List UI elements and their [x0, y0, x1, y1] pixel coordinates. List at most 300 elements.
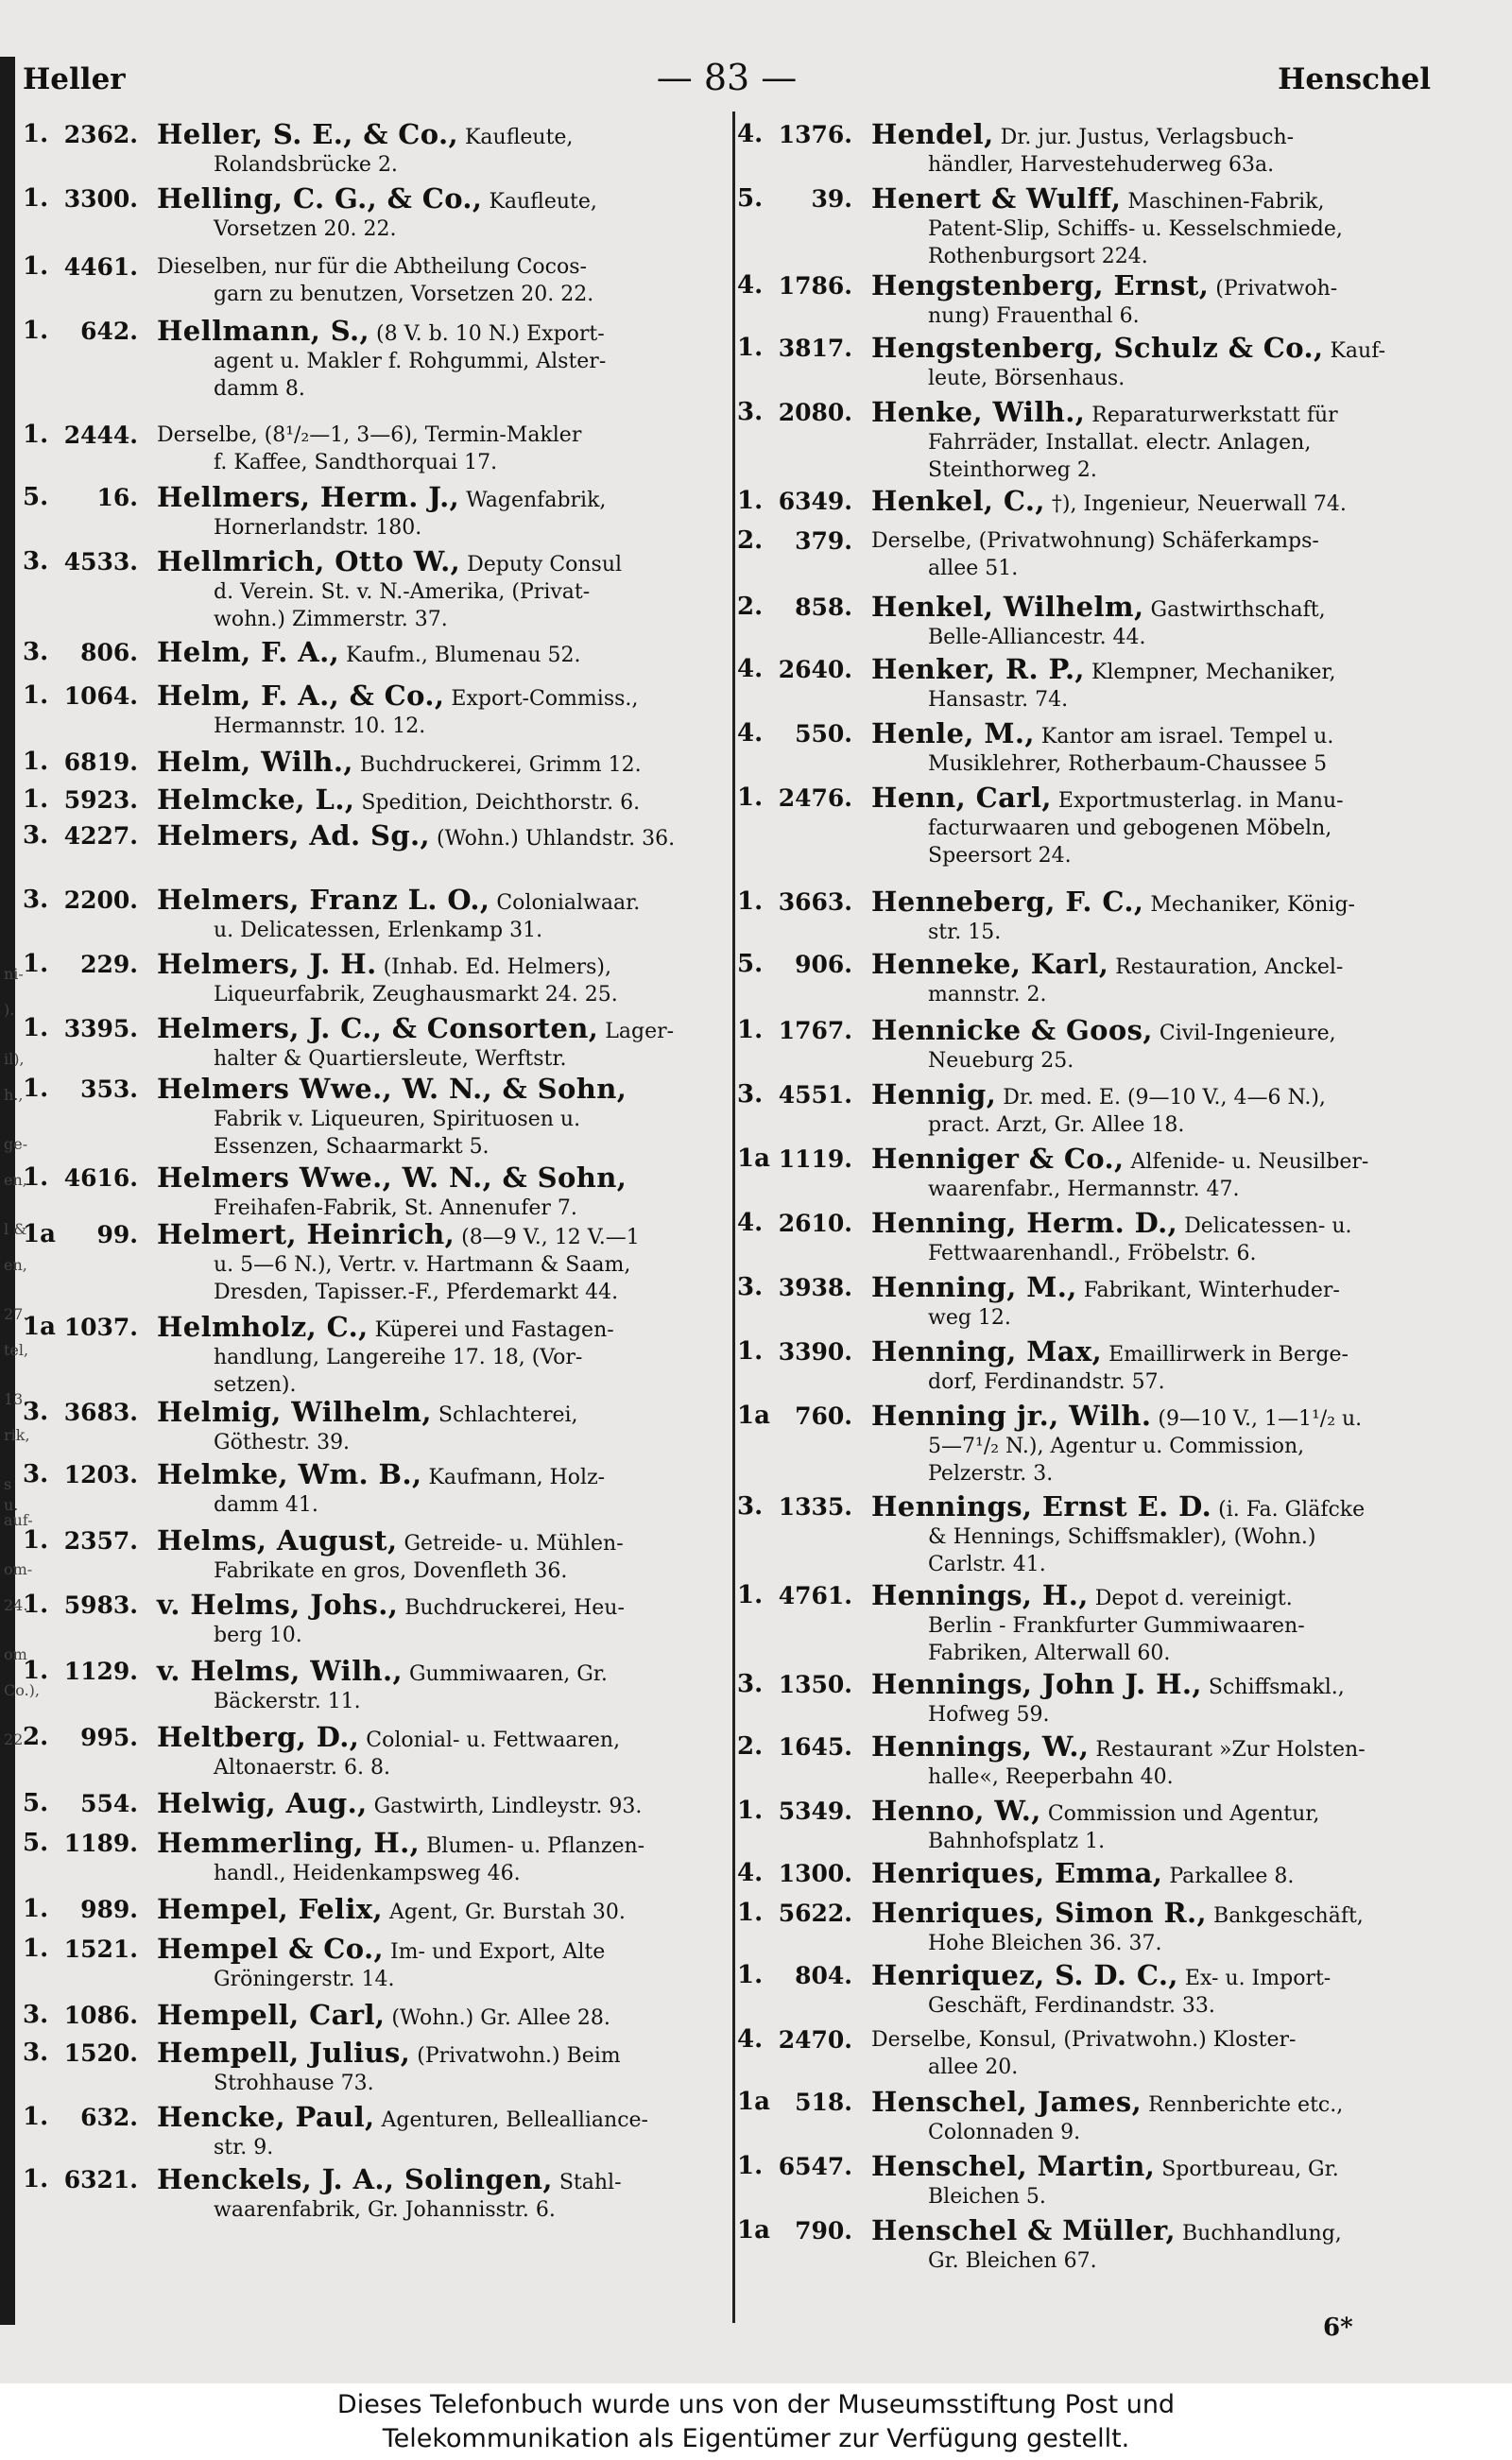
exchange-code: 2.	[737, 1732, 764, 1761]
entry-text	[157, 1591, 727, 1649]
entry-continuation: d. Verein. St. v. N.-Amerika, (Privat-	[214, 580, 591, 604]
exchange-code: 1.	[23, 421, 49, 449]
entry-continuation: Carlstr. 41.	[928, 1553, 1046, 1576]
subscriber-name: Helm, Wilh.,	[157, 746, 353, 778]
exchange-code: 4.	[737, 655, 764, 683]
subscriber-name: Henle, M.,	[871, 717, 1035, 749]
entry-continuation: 5—7¹/₂ N.), Agentur u. Commission,	[928, 1435, 1305, 1458]
entry-continuation: Hornerlandstr. 180.	[214, 516, 422, 540]
phone-number: 2362.	[63, 121, 138, 148]
entry-text	[157, 2163, 727, 2224]
subscriber-name: Henno, W.,	[871, 1795, 1041, 1827]
entry-continuation: damm 41.	[214, 1493, 318, 1517]
exchange-code: 1.	[23, 1935, 49, 1963]
subscriber-description: Dr. med. E. (9—10 V., 4—6 N.),	[1003, 1086, 1326, 1110]
subscriber-description: Blumen- u. Pflanzen-	[426, 1834, 645, 1858]
phone-number: 3300.	[63, 185, 138, 213]
subscriber-description: (Privatwohn.) Beim	[417, 2044, 621, 2068]
subscriber-name: Hennings, John J. H.,	[871, 1668, 1202, 1700]
subscriber-name: Heltberg, D.,	[157, 1721, 360, 1753]
entry-text	[157, 819, 727, 852]
entry-continuation: Fabrikate en gros, Dovenfleth 36.	[214, 1559, 568, 1583]
entry-continuation: Speersort 24.	[928, 844, 1072, 868]
fragment-text: ni-	[4, 965, 24, 983]
entry-text	[157, 118, 727, 179]
entry-text	[157, 1935, 727, 1993]
phone-number: 642.	[80, 318, 138, 345]
phone-number: 2357.	[63, 1527, 138, 1555]
column-divider	[732, 112, 735, 2323]
subscriber-name: Helmers, J. C., & Consorten,	[157, 1012, 599, 1044]
entry-text	[871, 1402, 1455, 1488]
phone-number: 16.	[96, 484, 138, 511]
subscriber-name: Henn, Carl,	[871, 782, 1052, 814]
fragment-text: en,	[4, 1171, 27, 1189]
exchange-code: 3.	[737, 398, 764, 426]
entry-continuation: Pelzerstr. 3.	[928, 1462, 1054, 1486]
entry-text	[871, 784, 1455, 869]
phone-number: 5349.	[778, 1798, 852, 1825]
header-left-keyword: Heller	[23, 62, 126, 96]
subscriber-name: v. Helms, Johs.,	[157, 1589, 399, 1621]
subscriber-name: Hennings, W.,	[871, 1730, 1090, 1763]
exchange-code: 4.	[737, 1209, 764, 1237]
subscriber-description: Rennberichte etc.,	[1148, 2093, 1344, 2117]
exchange-code: 1.	[23, 1075, 49, 1103]
entry-text	[157, 1161, 727, 1222]
phone-number: 2640.	[778, 656, 852, 683]
phone-number: 2200.	[63, 886, 138, 914]
entry-continuation: Geschäft, Ferdinandstr. 33.	[928, 1994, 1215, 2018]
entry-text	[871, 1271, 1455, 1332]
footer-line-1: Dieses Telefonbuch wurde uns von der Museumsstiftung Post und	[336, 2390, 1176, 2419]
subscriber-name: Helmers, Ad. Sg.,	[157, 819, 430, 852]
subscriber-description: Dieselben, nur für die Abtheilung Cocos-	[157, 255, 587, 279]
entry-text	[871, 118, 1455, 179]
entry-text	[871, 1579, 1455, 1667]
subscriber-description: Depot d. vereinigt.	[1094, 1587, 1293, 1610]
exchange-code: 1.	[737, 783, 764, 812]
exchange-code: 1a	[737, 1402, 770, 1430]
page-header	[23, 49, 1431, 102]
phone-number: 1064.	[63, 682, 138, 710]
subscriber-description: Agent, Gr. Burstah 30.	[388, 1901, 626, 1924]
entry-continuation: Gröningerstr. 14.	[214, 1968, 395, 1991]
entry-continuation: Fabriken, Alterwall 60.	[928, 1642, 1171, 1665]
entry-text	[871, 182, 1455, 270]
entry-continuation: str. 15.	[928, 920, 1002, 944]
entry-text	[157, 1655, 727, 1715]
subscriber-description: Gastwirth, Lindleystr. 93.	[373, 1795, 643, 1818]
entry-text	[871, 1078, 1455, 1139]
exchange-code: 5.	[23, 1789, 49, 1817]
subscriber-name: Helmholz, C.,	[157, 1311, 369, 1343]
phone-number: 2444.	[63, 421, 138, 449]
phone-number: 2470.	[778, 2026, 852, 2054]
phone-number: 3663.	[778, 888, 852, 916]
subscriber-name: Helm, F. A., & Co.,	[157, 680, 445, 712]
exchange-code: 2.	[23, 1723, 49, 1751]
phone-number: 3683.	[63, 1399, 138, 1426]
entry-continuation: damm 8.	[214, 377, 305, 401]
entry-text	[157, 1218, 727, 1306]
exchange-code: 3.	[737, 1273, 764, 1301]
exchange-code: 3.	[23, 821, 49, 850]
entry-continuation: Musiklehrer, Rotherbaum-Chaussee 5	[928, 752, 1328, 776]
phone-number: 989.	[80, 1896, 138, 1923]
exchange-code: 5.	[23, 1829, 49, 1857]
entry-continuation: dorf, Ferdinandstr. 57.	[928, 1370, 1165, 1394]
fragment-text: om-	[4, 1560, 33, 1578]
entry-text	[157, 1396, 727, 1456]
exchange-code: 1a	[23, 1220, 56, 1248]
entry-text	[157, 1893, 727, 1926]
entry-text	[871, 485, 1455, 518]
entry-text	[157, 1999, 727, 2032]
subscriber-description: Exportmusterlag. in Manu-	[1057, 789, 1344, 813]
entry-text	[871, 2150, 1455, 2211]
subscriber-name: Hempel, Felix,	[157, 1893, 383, 1925]
entry-text	[871, 1857, 1455, 1890]
entry-text	[871, 593, 1455, 651]
footer-line-2: Telekommunikation als Eigentümer zur Verfügung gestellt.	[382, 2424, 1130, 2453]
subscriber-name: Henning jr., Wilh.	[871, 1400, 1152, 1432]
phone-number: 99.	[96, 1221, 138, 1248]
subscriber-name: Hempel & Co.,	[157, 1933, 384, 1965]
fragment-text: 24.	[4, 1596, 28, 1614]
exchange-code: 1.	[737, 487, 764, 515]
subscriber-name: Hempell, Carl,	[157, 1999, 386, 2031]
subscriber-name: Henschel, Martin,	[871, 2150, 1156, 2182]
fragment-text: auf-	[4, 1511, 33, 1529]
subscriber-name: Henkel, Wilhelm,	[871, 591, 1144, 623]
phone-number: 1037.	[63, 1314, 138, 1341]
subscriber-description: Agenturen, Bellealliance-	[381, 2108, 648, 2132]
subscriber-description: Export-Commiss.,	[451, 687, 639, 711]
exchange-code: 1.	[23, 1591, 49, 1619]
subscriber-name: Hennicke & Goos,	[871, 1014, 1153, 1046]
exchange-code: 1.	[23, 1163, 49, 1192]
phone-number: 1521.	[63, 1935, 138, 1963]
entry-text	[157, 948, 727, 1008]
entry-text	[871, 2026, 1455, 2081]
entry-continuation: str. 9.	[214, 2136, 274, 2159]
subscriber-description: (Inhab. Ed. Helmers),	[383, 955, 611, 979]
exchange-code: 3.	[23, 547, 49, 576]
phone-number: 1129.	[63, 1658, 138, 1685]
entry-text	[871, 888, 1455, 946]
phone-number: 5622.	[778, 1900, 852, 1927]
subscriber-description: (Privatwoh-	[1215, 277, 1338, 301]
exchange-code: 1.	[737, 1581, 764, 1609]
subscriber-description: Buchdruckerei, Grimm 12.	[359, 753, 642, 777]
subscriber-description: Ex- u. Import-	[1184, 1967, 1332, 1990]
entry-continuation: Altonaerstr. 6. 8.	[214, 1756, 391, 1780]
subscriber-name: Hennig,	[871, 1078, 997, 1110]
fragment-text: h.,	[4, 1086, 24, 1104]
entry-text	[157, 1075, 727, 1161]
exchange-code: 3.	[23, 886, 49, 914]
subscriber-description: Parkallee 8.	[1169, 1865, 1295, 1888]
exchange-code: 1.	[23, 950, 49, 978]
subscriber-description: Wagenfabrik,	[466, 489, 607, 512]
entry-continuation: Hofweg 59.	[928, 1703, 1050, 1727]
entry-text	[871, 1730, 1455, 1791]
entry-text	[871, 653, 1455, 714]
entry-continuation: handl., Heidenkampsweg 46.	[214, 1862, 521, 1885]
entry-continuation: leute, Börsenhaus.	[928, 367, 1125, 390]
entry-continuation: mannstr. 2.	[928, 983, 1047, 1006]
exchange-code: 1.	[23, 1895, 49, 1923]
entry-continuation: Patent-Slip, Schiffs- u. Kesselschmiede,	[928, 217, 1343, 241]
phone-number: 1119.	[778, 1145, 852, 1173]
subscriber-name: Henniger & Co.,	[871, 1143, 1125, 1175]
subscriber-description: Klempner, Mechaniker,	[1091, 661, 1336, 684]
entry-text	[157, 748, 727, 779]
exchange-code: 3.	[23, 2039, 49, 2067]
subscriber-name: Helmers, J. H.	[157, 948, 377, 980]
entry-continuation: pract. Arzt, Gr. Allee 18.	[928, 1113, 1185, 1137]
subscriber-name: Henschel, James,	[871, 2086, 1143, 2118]
subscriber-name: Hendel,	[871, 118, 994, 150]
exchange-code: 2.	[737, 593, 764, 621]
exchange-code: 1.	[23, 681, 49, 710]
entry-continuation: Freihafen-Fabrik, St. Annenufer 7.	[214, 1196, 577, 1220]
subscriber-description: Reparaturwerkstatt für	[1091, 404, 1338, 427]
exchange-code: 3.	[737, 1670, 764, 1698]
entry-continuation: Fabrik v. Liqueuren, Spirituosen u.	[214, 1108, 581, 1131]
entry-text	[157, 2101, 727, 2161]
exchange-code: 4.	[737, 120, 764, 148]
entry-continuation: Colonnaden 9.	[928, 2121, 1081, 2144]
subscriber-name: Helms, August,	[157, 1524, 398, 1557]
entry-continuation: Belle-Alliancestr. 44.	[928, 626, 1146, 649]
entry-continuation: waarenfabr., Hermannstr. 47.	[928, 1178, 1240, 1201]
phone-number: 4461.	[63, 253, 138, 281]
subscriber-name: Henert & Wulff,	[871, 182, 1122, 215]
entry-text	[871, 269, 1455, 330]
subscriber-description: Alfenide- u. Neusilber-	[1130, 1150, 1369, 1174]
subscriber-description: Gummiwaaren, Gr.	[408, 1662, 608, 1686]
exchange-code: 3.	[737, 1492, 764, 1521]
phone-number: 3938.	[778, 1274, 852, 1301]
phone-number: 1350.	[778, 1671, 852, 1698]
subscriber-description: Derselbe, (Privatwohnung) Schäferkamps-	[871, 529, 1319, 553]
subscriber-description: Kaufm., Blumenau 52.	[346, 644, 581, 667]
subscriber-description: Gastwirthschaft,	[1150, 598, 1326, 622]
exchange-code: 4.	[737, 271, 764, 300]
entry-text	[871, 948, 1455, 1008]
subscriber-name: Henriques, Emma,	[871, 1857, 1163, 1889]
entry-continuation: Gr. Bleichen 67.	[928, 2249, 1097, 2273]
exchange-code: 1.	[23, 748, 49, 776]
phone-number: 3390.	[778, 1338, 852, 1366]
entry-text	[871, 1897, 1455, 1957]
entry-continuation: setzen).	[214, 1373, 297, 1397]
entry-text	[157, 636, 727, 669]
entry-text	[871, 1668, 1455, 1729]
subscriber-description: Kaufleute,	[464, 126, 574, 149]
exchange-code: 3.	[23, 1398, 49, 1426]
subscriber-name: Hellmann, S.,	[157, 315, 370, 347]
subscriber-description: Restaurant »Zur Holsten-	[1095, 1738, 1366, 1762]
subscriber-description: (9—10 V., 1—1¹/₂ u.	[1158, 1407, 1363, 1431]
exchange-code: 1.	[737, 1961, 764, 1989]
exchange-code: 1.	[737, 1797, 764, 1825]
page-number: — 83 —	[656, 57, 798, 98]
phone-number: 518.	[795, 2089, 852, 2116]
exchange-code: 3.	[23, 638, 49, 666]
fragment-text: l &	[4, 1220, 27, 1238]
subscriber-description: Commission und Agentur,	[1047, 1802, 1320, 1826]
exchange-code: 1.	[737, 887, 764, 916]
exchange-code: 1.	[23, 1014, 49, 1042]
entry-continuation: halter & Quartiersleute, Werftstr.	[214, 1047, 567, 1071]
subscriber-name: Henriquez, S. D. C.,	[871, 1959, 1178, 1991]
phone-number: 6819.	[63, 748, 138, 776]
subscriber-description: Lager-	[605, 1020, 675, 1043]
entry-continuation: handlung, Langereihe 17. 18, (Vor-	[214, 1346, 583, 1369]
fragment-text: 27.	[4, 1305, 28, 1323]
subscriber-description: Maschinen-Fabrik,	[1127, 190, 1325, 214]
exchange-code: 1.	[23, 2165, 49, 2193]
entry-continuation: Fahrräder, Installat. electr. Anlagen,	[928, 431, 1312, 455]
subscriber-name: Henning, Max,	[871, 1335, 1103, 1368]
entry-continuation: Vorsetzen 20. 22.	[214, 217, 397, 241]
phone-number: 5923.	[63, 786, 138, 814]
subscriber-description: (Wohn.) Gr. Allee 28.	[391, 2006, 610, 2030]
entry-text	[871, 2214, 1455, 2275]
subscriber-description: Schiffsmakl.,	[1208, 1676, 1345, 1699]
subscriber-name: Henkel, C.,	[871, 485, 1045, 517]
entry-text	[157, 545, 727, 633]
exchange-code: 4.	[737, 1859, 764, 1887]
subscriber-description: (i. Fa. Gläfcke	[1218, 1498, 1366, 1522]
subscriber-description: Buchhandlung,	[1181, 2222, 1342, 2245]
exchange-code: 3.	[737, 1080, 764, 1109]
entry-text	[871, 1014, 1455, 1075]
subscriber-name: Henneberg, F. C.,	[871, 886, 1144, 918]
exchange-code: 4.	[737, 2025, 764, 2054]
entry-continuation: allee 20.	[928, 2056, 1019, 2079]
phone-number: 6547.	[778, 2153, 852, 2180]
phone-number: 760.	[795, 1402, 852, 1430]
entry-continuation: Dresden, Tapisser.-F., Pferdemarkt 44.	[214, 1281, 619, 1304]
subscriber-name: Helling, C. G., & Co.,	[157, 182, 483, 215]
phone-number: 995.	[80, 1724, 138, 1751]
subscriber-name: Hellmrich, Otto W.,	[157, 545, 461, 577]
entry-continuation: Steinthorweg 2.	[928, 458, 1097, 482]
exchange-code: 3.	[23, 1460, 49, 1488]
subscriber-description: Restauration, Anckel-	[1115, 955, 1344, 979]
entry-continuation: wohn.) Zimmerstr. 37.	[214, 608, 448, 631]
subscriber-description: Spedition, Deichthorstr. 6.	[361, 791, 641, 815]
fragment-text: ge-	[4, 1135, 28, 1153]
entry-text	[157, 253, 727, 308]
entry-continuation: Rothenburgsort 224.	[928, 245, 1148, 268]
exchange-code: 1a	[737, 1144, 770, 1173]
subscriber-name: Helmert, Heinrich,	[157, 1218, 455, 1250]
fragment-text: tel,	[4, 1341, 29, 1359]
exchange-code: 1.	[23, 1657, 49, 1685]
exchange-code: 5.	[737, 950, 764, 978]
footer-notice	[0, 2383, 1512, 2460]
subscriber-description: Kaufleute,	[489, 190, 597, 214]
fragment-text: ).	[4, 1001, 15, 1019]
subscriber-description: Stahl-	[558, 2171, 622, 2194]
subscriber-description: Colonialwaar.	[496, 891, 641, 915]
entry-continuation: halle«, Reeperbahn 40.	[928, 1765, 1174, 1789]
entry-text	[157, 1787, 727, 1820]
exchange-code: 1a	[737, 2088, 770, 2116]
fragment-text: il),	[4, 1050, 25, 1068]
subscriber-name: Helmers Wwe., W. N., & Sohn,	[157, 1161, 627, 1194]
entry-continuation: garn zu benutzen, Vorsetzen 20. 22.	[214, 283, 594, 306]
subscriber-description: Derselbe, Konsul, (Privatwohn.) Kloster-	[871, 2028, 1297, 2052]
entry-text	[157, 2039, 727, 2097]
exchange-code: 1.	[23, 184, 49, 213]
fragment-text: en,	[4, 1256, 27, 1274]
entry-text	[871, 1145, 1455, 1203]
entry-continuation: Fettwaarenhandl., Fröbelstr. 6.	[928, 1242, 1257, 1265]
subscriber-name: Helmig, Wilhelm,	[157, 1396, 432, 1428]
subscriber-name: Hennings, H.,	[871, 1579, 1089, 1611]
entry-text	[871, 1207, 1455, 1267]
phone-number: 3817.	[778, 335, 852, 362]
phone-number: 1335.	[778, 1493, 852, 1521]
subscriber-name: Hencke, Paul,	[157, 2101, 375, 2133]
entry-continuation: Neueburg 25.	[928, 1049, 1074, 1073]
phone-number: 4551.	[778, 1081, 852, 1109]
subscriber-description: Bankgeschäft,	[1213, 1904, 1364, 1928]
subscriber-name: Henning, M.,	[871, 1271, 1077, 1303]
exchange-code: 1.	[23, 2103, 49, 2131]
subscriber-name: Henning, Herm. D.,	[871, 1207, 1178, 1239]
entry-text	[157, 481, 727, 542]
subscriber-description: Kantor am israel. Tempel u.	[1040, 725, 1334, 748]
entry-text	[871, 1795, 1455, 1855]
subscriber-description: Mechaniker, König-	[1150, 893, 1355, 917]
subscriber-description: Delicatessen- u.	[1184, 1214, 1352, 1238]
fragment-text: Co.),	[4, 1681, 41, 1699]
subscriber-name: Heller, S. E., & Co.,	[157, 118, 458, 150]
phone-number: 790.	[795, 2217, 852, 2245]
exchange-code: 1.	[23, 1526, 49, 1555]
entry-text	[157, 1524, 727, 1585]
phone-number: 6349.	[778, 488, 852, 515]
exchange-code: 1.	[737, 334, 764, 362]
entry-text	[871, 2086, 1455, 2146]
exchange-code: 5.	[737, 184, 764, 213]
entry-continuation: händler, Harvestehuderweg 63a.	[928, 153, 1275, 177]
phone-number: 1189.	[63, 1830, 138, 1857]
subscriber-description: Dr. jur. Justus, Verlagsbuch-	[1000, 126, 1295, 149]
subscriber-name: Henckels, J. A., Solingen,	[157, 2163, 553, 2195]
entry-text	[157, 886, 727, 944]
subscriber-description: (8—9 V., 12 V.—1	[461, 1226, 640, 1249]
phone-number: 2610.	[778, 1210, 852, 1237]
fragment-text: s u.	[4, 1475, 19, 1514]
exchange-code: 1.	[737, 2152, 764, 2180]
entry-text	[157, 783, 727, 817]
phone-number: 806.	[80, 639, 138, 666]
exchange-code: 1a	[737, 2216, 770, 2245]
phone-number: 804.	[795, 1962, 852, 1989]
entry-continuation: berg 10.	[214, 1624, 302, 1647]
phone-number: 39.	[811, 185, 852, 213]
fragment-text: om	[4, 1645, 27, 1663]
phone-number: 1767.	[778, 1017, 852, 1044]
